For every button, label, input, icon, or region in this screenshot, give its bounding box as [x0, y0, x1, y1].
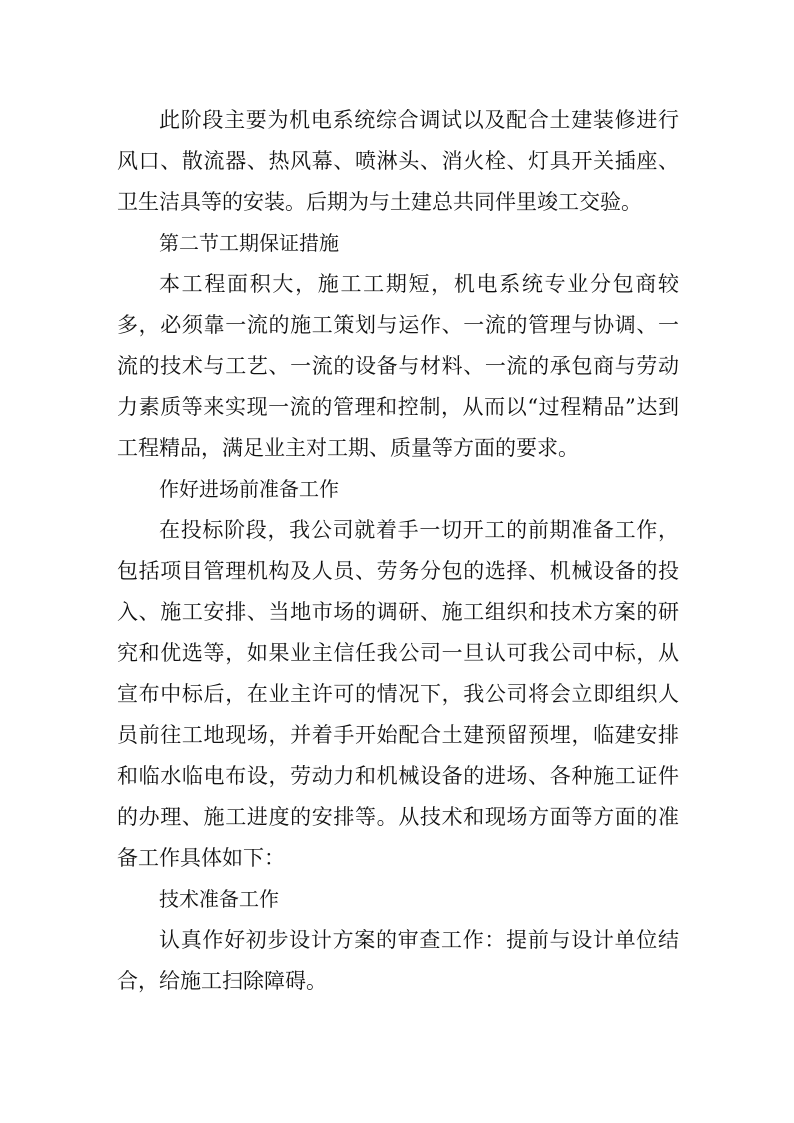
- paragraph-project-overview: 本工程面积大，施工工期短，机电系统专业分包商较多，必须靠一流的施工策划与运作、一流的管理与协调、一流的技术与工艺、一流的设备与材料、一流的承包商与劳动力素质等来实现一流的管理和控制，从而以“过程精品”达到工程精品，满足业主对工期、质量等方面的要求。: [117, 272, 679, 460]
- heading-technical-preparation: 技术准备工作: [159, 887, 279, 911]
- section-heading-schedule-guarantee: 第二节工期保证措施: [159, 231, 339, 255]
- paragraph-design-review: 认真作好初步设计方案的审查工作：提前与设计单位结合，给施工扫除障碍。: [117, 928, 679, 993]
- heading-pre-entry-preparation: 作好进场前准备工作: [159, 477, 339, 501]
- paragraph-bidding-preparation: 在投标阶段，我公司就着手一切开工的前期准备工作，包括项目管理机构及人员、劳务分包的选择、机械设备的投入、施工安排、当地市场的调研、施工组织和技术方案的研究和优选等，如果业主信任我公司一旦认可我公司中标，从宣布中标后，在业主许可的情况下，我公司将会立即组织人员前往工地现场，并着手开始配合土建预留预埋，临建安排和临水临电布设，劳动力和机械设备的进场、各种施工证件的办理、施工进度的安排等。从技术和现场方面等方面的准备工作具体如下：: [117, 518, 679, 870]
- document-body: [117, 100, 679, 1002]
- paragraph-debugging-phase: 此阶段主要为机电系统综合调试以及配合土建装修进行风口、散流器、热风幕、喷淋头、消火栓、灯具开关插座、卫生洁具等的安装。后期为与土建总共同伴里竣工交验。: [117, 108, 679, 214]
